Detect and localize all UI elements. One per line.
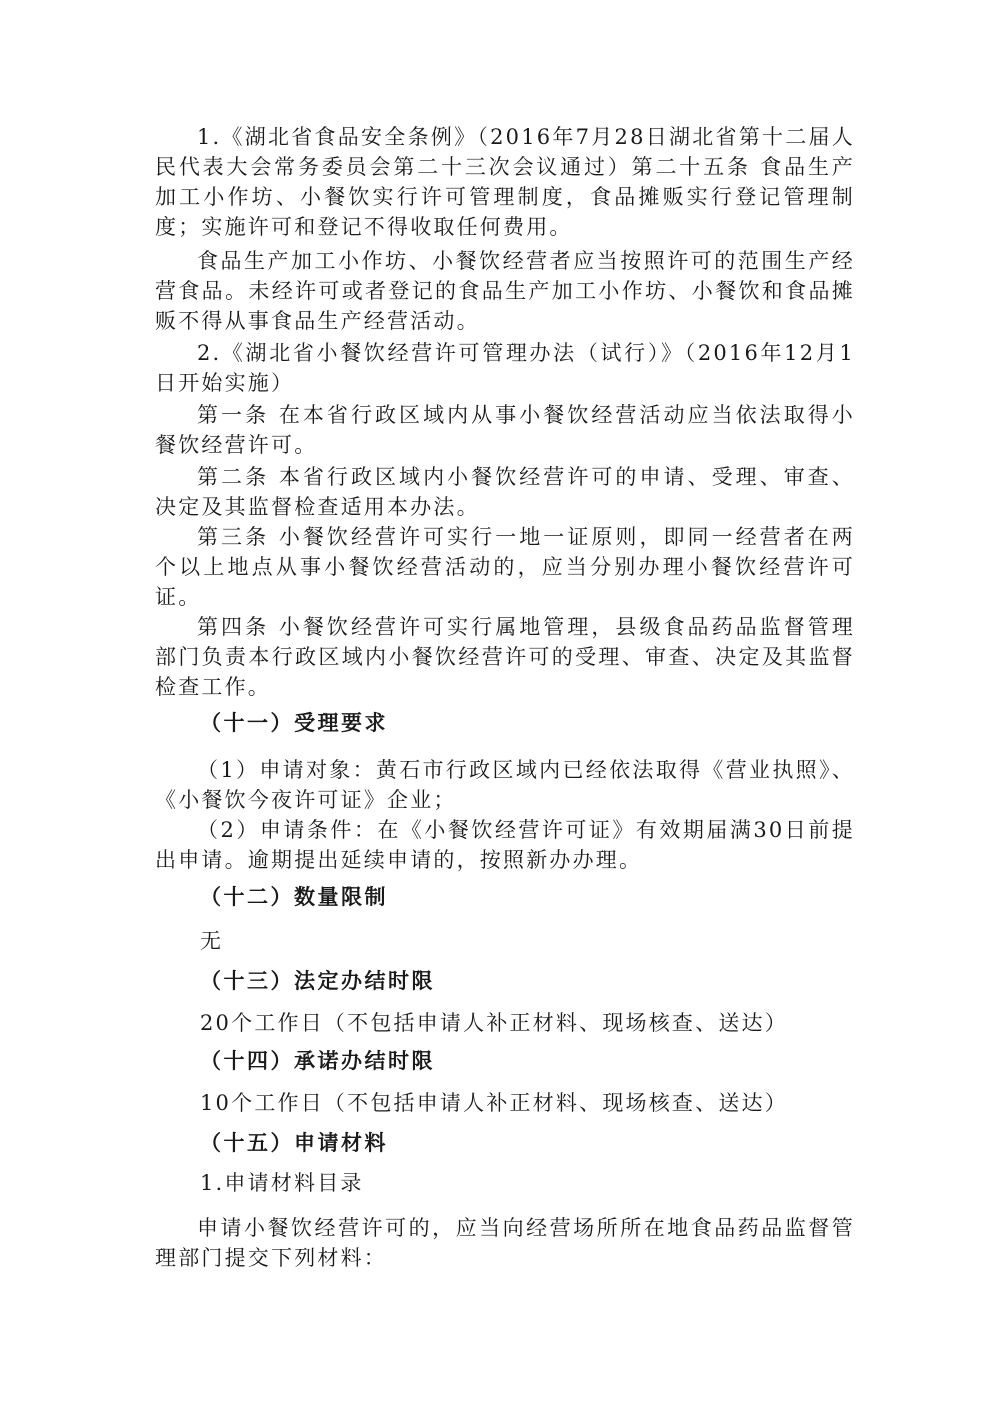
paragraph-article-3: 第三条 小餐饮经营许可实行一地一证原则，即同一经营者在两个以上地点从事小餐饮经营活动的，应当分别办理小餐饮经营许可证。 (155, 525, 855, 609)
paragraph-article-2: 第二条 本省行政区域内小餐饮经营许可的申请、受理、审查、决定及其监督检查适用本办法。 (155, 465, 855, 519)
section-12-title: （十二）数量限制 (200, 884, 388, 909)
paragraph-regulation-1: 1.《湖北省食品安全条例》（2016年7月28日湖北省第十二届人民代表大会常务委员会第二十三次会议通过）第二十五条 食品生产加工小作坊、小餐饮实行许可管理制度，食品摊贩实行登记管理制度；实施许可和登记不得收取任何费用。 (155, 125, 855, 239)
section-14-body: 10个工作日（不包括申请人补正材料、现场核查、送达） (200, 1091, 788, 1115)
section-15-title: （十五）申请材料 (200, 1130, 388, 1155)
section-15-body: 申请小餐饮经营许可的，应当向经营场所所在地食品药品监督管理部门提交下列材料： (155, 1216, 855, 1270)
paragraph-regulation-2: 2.《湖北省小餐饮经营许可管理办法（试行）》（2016年12月1日开始实施） (155, 341, 855, 395)
paragraph-article-4: 第四条 小餐饮经营许可实行属地管理，县级食品药品监督管理部门负责本行政区域内小餐饮经营许可的受理、审查、决定及其监督检查工作。 (155, 615, 855, 699)
section-13-body: 20个工作日（不包括申请人补正材料、现场核查、送达） (200, 1011, 788, 1035)
paragraph-regulation-1-cont: 食品生产加工小作坊、小餐饮经营者应当按照许可的范围生产经营食品。未经许可或者登记的食品生产加工小作坊、小餐饮和食品摊贩不得从事食品生产经营活动。 (155, 249, 855, 333)
section-11-title: （十一）受理要求 (200, 710, 388, 735)
section-11-item-1: （1）申请对象：黄石市行政区域内已经依法取得《营业执照》、《小餐饮今夜许可证》企业； (155, 758, 855, 812)
section-11-item-2: （2）申请条件：在《小餐饮经营许可证》有效期届满30日前提出申请。逾期提出延续申请的，按照新办办理。 (155, 818, 855, 872)
section-12-body: 无 (200, 929, 224, 953)
paragraph-article-1: 第一条 在本省行政区域内从事小餐饮经营活动应当依法取得小餐饮经营许可。 (155, 403, 855, 457)
section-13-title: （十三）法定办结时限 (200, 968, 435, 993)
section-15-subtitle: 1.申请材料目录 (200, 1171, 364, 1195)
section-14-title: （十四）承诺办结时限 (200, 1048, 435, 1073)
